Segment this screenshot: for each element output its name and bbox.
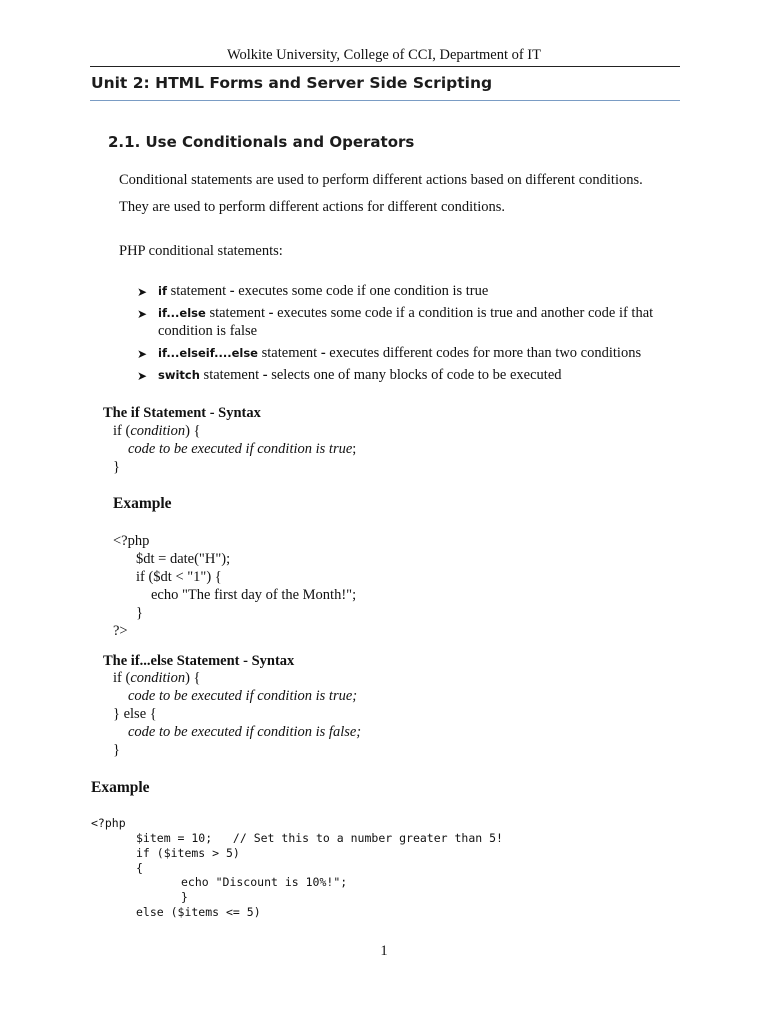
bullet-item xyxy=(137,283,147,301)
code-line: } xyxy=(181,890,188,904)
page-header: Wolkite University, College of CCI, Department of IT xyxy=(226,47,541,63)
intro-line-1: Conditional statements are used to perform different actions based on different conditions. xyxy=(119,172,643,188)
code-line: code to be executed if condition is true; xyxy=(128,441,357,457)
code-line: <?php xyxy=(91,816,126,830)
code-line: code to be executed if condition is false; xyxy=(128,724,362,740)
list-label: PHP conditional statements: xyxy=(119,243,283,259)
bullet-keyword: if...elseif....else xyxy=(158,346,258,360)
arrow-bullet-icon: ➤ xyxy=(137,307,148,321)
example-heading: Example xyxy=(113,495,172,512)
code-line: <?php xyxy=(113,533,150,549)
bullet-continuation: condition is false xyxy=(158,323,258,339)
code-line: if ($items > 5) xyxy=(136,846,240,860)
title-divider xyxy=(90,100,680,101)
bullet-text: if statement - executes some code if one condition is true xyxy=(158,283,489,299)
section-title: 2.1. Use Conditionals and Operators xyxy=(108,133,415,151)
bullet-item xyxy=(137,345,147,363)
code-line: $item = 10; // Set this to a number greater than 5! xyxy=(136,831,503,845)
arrow-bullet-icon: ➤ xyxy=(137,285,148,299)
code-line: } xyxy=(113,742,120,758)
bullet-text: if...else statement - executes some code if a condition is true and another code if that xyxy=(158,305,654,321)
code-line: $dt = date("H"); xyxy=(136,551,231,567)
page-number: 1 xyxy=(380,943,388,959)
bullet-text: switch statement - selects one of many blocks of code to be executed xyxy=(158,367,562,383)
code-line: code to be executed if condition is true; xyxy=(128,688,358,704)
code-line: } xyxy=(113,459,120,475)
code-line: if (condition) { xyxy=(113,423,201,439)
bullet-item xyxy=(137,367,147,385)
code-line: if (condition) { xyxy=(113,670,201,686)
code-line: } else { xyxy=(113,706,157,722)
unit-title: Unit 2: HTML Forms and Server Side Scripting xyxy=(91,74,493,92)
bullet-item xyxy=(137,305,147,323)
example-heading: Example xyxy=(91,779,150,796)
bullet-keyword: if xyxy=(158,284,167,298)
bullet-keyword: switch xyxy=(158,368,200,382)
code-line: { xyxy=(136,861,143,875)
if-syntax-heading: The if Statement - Syntax xyxy=(103,405,261,421)
arrow-bullet-icon: ➤ xyxy=(137,369,148,383)
header-divider xyxy=(90,66,680,67)
code-line: echo "Discount is 10%!"; xyxy=(181,875,348,889)
bullet-keyword: if...else xyxy=(158,306,206,320)
code-line: ?> xyxy=(113,623,128,639)
code-line: echo "The first day of the Month!"; xyxy=(151,587,357,603)
bullet-text: if...elseif....else statement - executes different codes for more than two conditions xyxy=(158,345,642,361)
code-line: else ($items <= 5) xyxy=(136,905,261,919)
ifelse-syntax-heading: The if...else Statement - Syntax xyxy=(103,653,295,669)
intro-line-2: They are used to perform different actions for different conditions. xyxy=(119,199,505,215)
code-line: if ($dt < "1") { xyxy=(136,569,222,585)
arrow-bullet-icon: ➤ xyxy=(137,347,148,361)
code-line: } xyxy=(136,605,143,621)
